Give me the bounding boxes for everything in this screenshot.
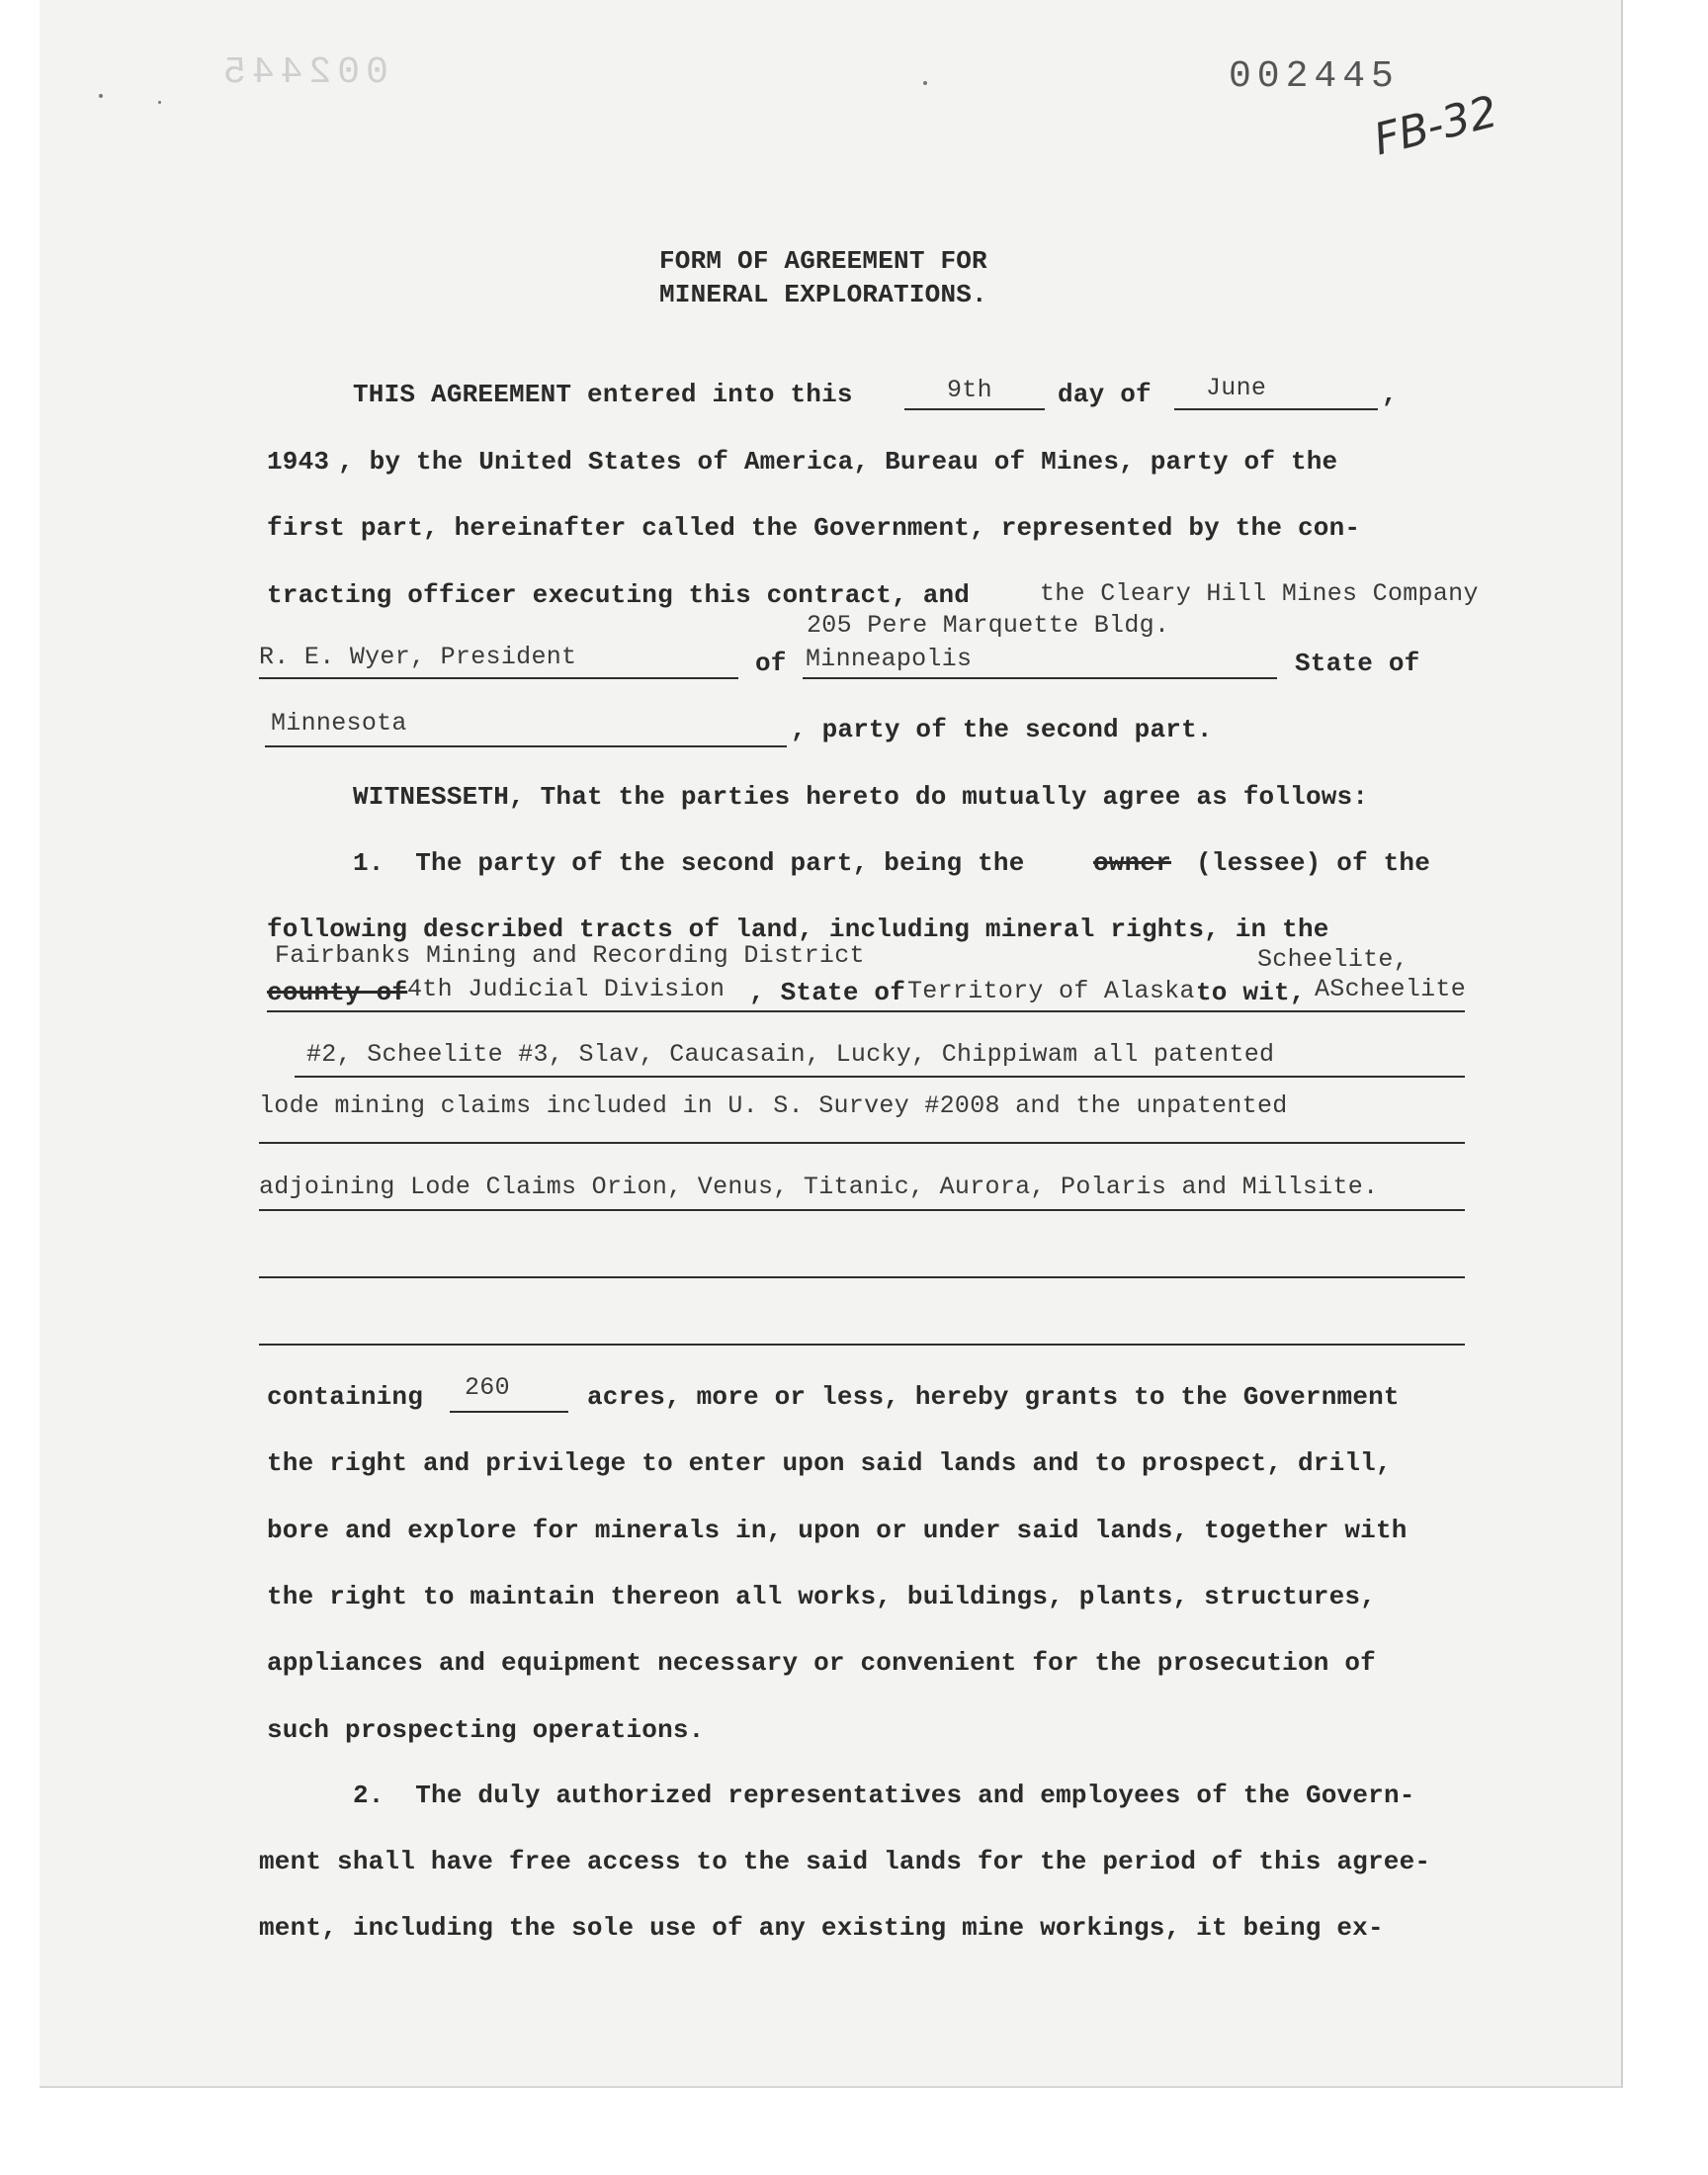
land-line-6 xyxy=(259,1344,1465,1346)
agreement-line-3: first part, hereinafter called the Government, represented by the con- xyxy=(267,513,1361,543)
speck xyxy=(158,101,161,104)
clause-1-acres-line: acres, more or less, hereby grants to the Government xyxy=(587,1382,1400,1412)
day-value: 9th xyxy=(947,376,992,404)
month-value: June xyxy=(1206,374,1267,402)
clause-1-line-c: the right to maintain thereon all works, buildings, plants, structures, xyxy=(267,1582,1376,1611)
scheelite-insert: Scheelite, xyxy=(1257,945,1409,974)
land-line-1 xyxy=(267,1010,1465,1012)
company-name: the Cleary Hill Mines Company xyxy=(1040,579,1479,608)
containing-label: containing xyxy=(267,1382,424,1412)
agreement-intro: THIS AGREEMENT entered into this xyxy=(353,380,853,409)
comma: , xyxy=(1382,380,1398,409)
state-value: Minnesota xyxy=(271,709,407,738)
land-line-4 xyxy=(259,1209,1465,1211)
handwritten-code: FB-32 xyxy=(1369,86,1503,166)
state-blank xyxy=(265,745,787,747)
document-number-stamp: 002445 xyxy=(1229,55,1400,98)
territory-value: Territory of Alaska xyxy=(907,977,1195,1005)
speck xyxy=(99,94,103,98)
bleed-through-number: 002445 xyxy=(217,51,388,94)
clause-2-line-3: ment, including the sole use of any existing mine workings, it being ex- xyxy=(259,1913,1384,1943)
division-value: 4th Judicial Division xyxy=(407,975,726,1003)
acres-value: 260 xyxy=(465,1373,510,1402)
day-blank xyxy=(904,408,1045,410)
title-line-1: FORM OF AGREEMENT FOR xyxy=(659,246,987,276)
city-value: Minneapolis xyxy=(806,645,973,673)
scheelite-claim: AScheelite xyxy=(1315,975,1467,1003)
title-line-2: MINERAL EXPLORATIONS. xyxy=(659,280,987,309)
representative: R. E. Wyer, President xyxy=(259,643,577,671)
claims-line-2: lode mining claims included in U. S. Survey #2008 and the unpatented xyxy=(259,1091,1288,1120)
year-value: 1943 xyxy=(267,447,330,477)
land-line-2 xyxy=(295,1076,1465,1078)
to-wit-label: to wit, xyxy=(1196,978,1306,1007)
day-of-label: day of xyxy=(1058,380,1152,409)
witnesseth: WITNESSETH, That the parties hereto do mutually agree as follows: xyxy=(353,782,1369,812)
month-blank xyxy=(1174,408,1378,410)
clause-1-line-1b: (lessee) of the xyxy=(1196,848,1431,878)
clause-1-line-1a: 1. The party of the second part, being the xyxy=(353,848,1025,878)
clause-1-line-e: such prospecting operations. xyxy=(267,1715,705,1745)
struck-owner: owner xyxy=(1093,848,1172,878)
company-address: 205 Pere Marquette Bldg. xyxy=(807,611,1170,640)
document-page xyxy=(40,0,1623,2088)
claims-line-1: #2, Scheelite #3, Slav, Caucasain, Lucky, Chippiwam all patented xyxy=(306,1040,1275,1069)
claims-line-3: adjoining Lode Claims Orion, Venus, Titanic, Aurora, Polaris and Millsite. xyxy=(259,1173,1379,1201)
agreement-line-4: tracting officer executing this contract, and xyxy=(267,580,971,610)
acres-blank xyxy=(450,1411,568,1413)
land-line-5 xyxy=(259,1276,1465,1278)
agreement-line-2: , by the United States of America, Bureau of Mines, party of the xyxy=(338,447,1338,477)
district-value: Fairbanks Mining and Recording District xyxy=(275,941,865,970)
clause-1-line-2: following described tracts of land, including mineral rights, in the xyxy=(267,914,1329,944)
clause-1-line-b: bore and explore for minerals in, upon or under said lands, together with xyxy=(267,1516,1408,1545)
clause-1-line-d: appliances and equipment necessary or convenient for the prosecution of xyxy=(267,1648,1376,1678)
clause-1-line-a: the right and privilege to enter upon said lands and to prospect, drill, xyxy=(267,1448,1392,1478)
city-blank xyxy=(803,677,1277,679)
clause-2-line-1: 2. The duly authorized representatives and employees of the Govern- xyxy=(353,1781,1415,1810)
land-line-3 xyxy=(259,1142,1465,1144)
state-of-label-2: , State of xyxy=(749,978,906,1007)
speck xyxy=(923,81,927,85)
clause-2-line-2: ment shall have free access to the said lands for the period of this agree- xyxy=(259,1847,1431,1876)
representative-blank xyxy=(259,677,738,679)
second-party-label: , party of the second part. xyxy=(791,715,1213,744)
state-of-label: State of xyxy=(1295,649,1420,678)
of-label: of xyxy=(755,649,787,678)
struck-county: county of xyxy=(267,978,408,1007)
